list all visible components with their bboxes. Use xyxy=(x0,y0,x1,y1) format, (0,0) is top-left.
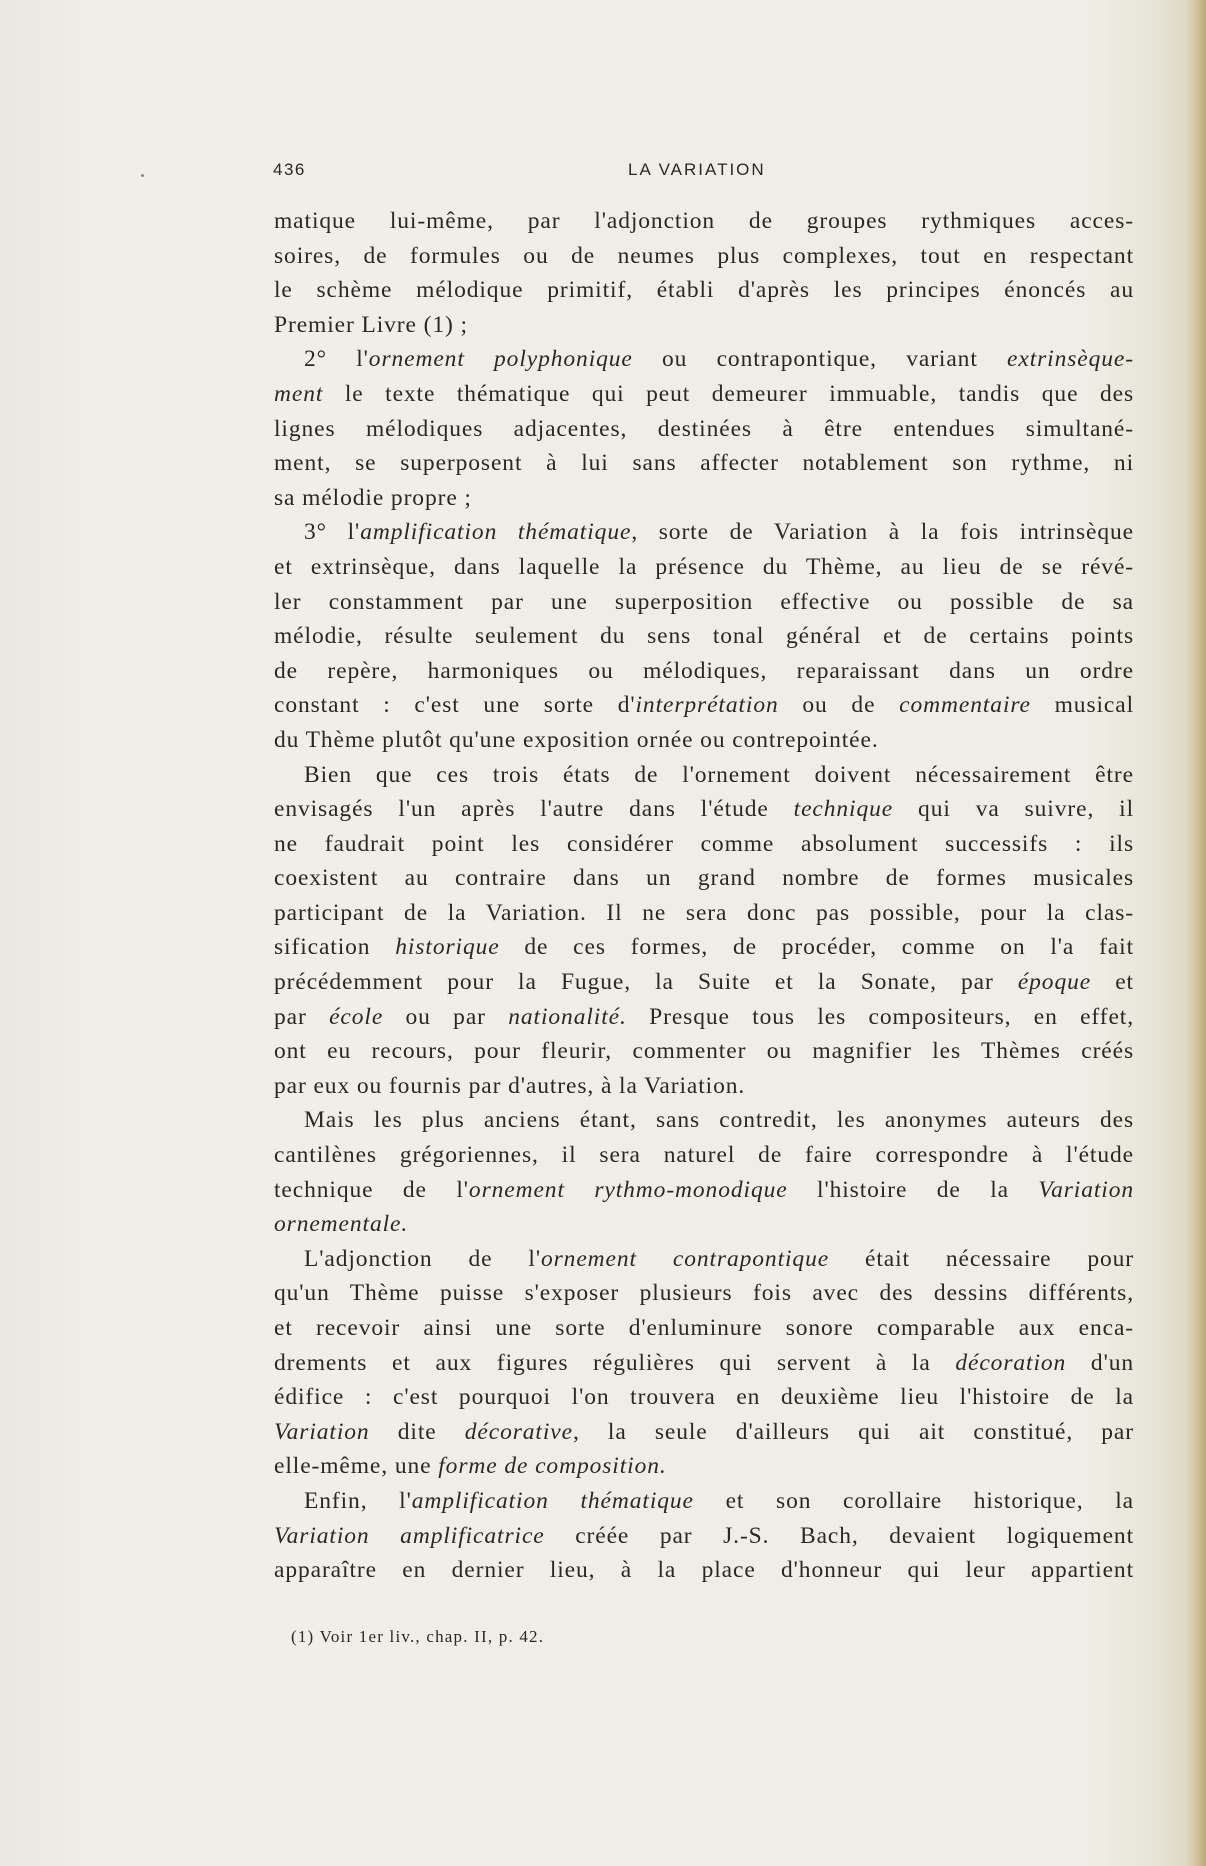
text-run: de repère, harmoniques ou mélodiques, reparaissant dans un ordre xyxy=(274,657,1134,684)
italic-text-run: historique xyxy=(395,934,500,961)
text-run: et son corollaire historique, la xyxy=(693,1487,1134,1514)
text-run: le schème mélodique primitif, établi d'après les principes énoncés au xyxy=(274,277,1134,304)
italic-text-run: forme de composition. xyxy=(438,1453,667,1480)
text-line xyxy=(274,377,1134,412)
text-line xyxy=(274,585,1134,620)
text-line xyxy=(274,515,1134,550)
italic-text-run: nationalité. xyxy=(508,1003,627,1030)
text-line xyxy=(274,412,1134,447)
text-line xyxy=(274,861,1134,896)
page-edge-shadow xyxy=(1184,0,1206,1866)
text-run: créée par J.-S. Bach, devaient logiquement xyxy=(544,1522,1135,1549)
italic-text-run: époque xyxy=(1017,969,1092,996)
text-line xyxy=(274,1380,1134,1415)
text-run: Mais les plus anciens étant, sans contredit, les anonymes auteurs des xyxy=(304,1107,1134,1134)
italic-text-run: extrinsèque- xyxy=(1007,346,1134,373)
text-line xyxy=(274,1242,1134,1277)
text-run: le texte thématique qui peut demeurer immuable, tandis que des xyxy=(323,380,1134,407)
text-run: et extrinsèque, dans laquelle la présence du Thème, au lieu de se révé- xyxy=(274,553,1134,580)
italic-text-run: interprétation xyxy=(635,692,779,719)
text-run: 2° l' xyxy=(304,346,369,373)
italic-text-run: ornement rythmo-monodique xyxy=(468,1176,788,1203)
text-run: était nécessaire pour xyxy=(829,1245,1134,1272)
text-line xyxy=(274,965,1134,1000)
italic-text-run: commentaire xyxy=(899,692,1031,719)
body-text xyxy=(274,204,1134,1588)
text-run: de ces formes, de procéder, comme on l'a fait xyxy=(499,934,1134,961)
text-run: mélodie, résulte seulement du sens tonal général et de certains points xyxy=(274,623,1134,650)
text-line xyxy=(274,1449,1134,1484)
text-line xyxy=(274,758,1134,793)
text-line xyxy=(274,619,1134,654)
text-run: d'un xyxy=(1066,1349,1135,1376)
text-line xyxy=(274,1207,1134,1242)
text-run: et xyxy=(1091,969,1134,996)
text-run: lignes mélodiques adjacentes, destinées à être entendues simultané- xyxy=(274,415,1134,442)
text-line xyxy=(274,723,1134,758)
scan-speck xyxy=(141,174,144,177)
text-run: sa mélodie propre ; xyxy=(274,484,472,511)
page-number: 436 xyxy=(273,160,306,179)
text-run: Bien que ces trois états de l'ornement doivent nécessairement être xyxy=(304,761,1134,788)
text-run: par xyxy=(274,1003,330,1030)
text-line xyxy=(274,1173,1134,1208)
text-run: dite xyxy=(369,1418,465,1445)
text-run: qui va suivre, il xyxy=(893,796,1135,823)
text-run: ne faudrait point les considérer comme absolument successifs : ils xyxy=(274,830,1134,857)
text-line xyxy=(274,1553,1134,1588)
text-line xyxy=(274,1034,1134,1069)
text-run: envisagés l'un après l'autre dans l'étude xyxy=(274,796,794,823)
text-line xyxy=(274,827,1134,862)
text-line xyxy=(274,1276,1134,1311)
text-run: ou contrapontique, variant xyxy=(632,346,1008,373)
text-run: soires, de formules ou de neumes plus complexes, tout en respectant xyxy=(274,242,1134,269)
text-run: matique lui-même, par l'adjonction de groupes rythmiques acces- xyxy=(274,208,1134,234)
text-run: technique de l' xyxy=(274,1176,469,1203)
italic-text-run: Variation xyxy=(1038,1176,1135,1203)
running-title: LA VARIATION xyxy=(628,160,766,179)
text-run: 3° l' xyxy=(304,519,361,546)
text-run: ment, se superposent à lui sans affecter notablement son rythme, ni xyxy=(274,450,1134,477)
text-run: Premier Livre (1) ; xyxy=(274,311,468,338)
text-line xyxy=(274,1311,1134,1346)
text-run: , sorte de Variation à la fois intrinsèque xyxy=(631,519,1134,546)
text-run: musical xyxy=(1030,692,1135,719)
text-line xyxy=(274,1138,1134,1173)
text-line xyxy=(274,204,1134,239)
text-line xyxy=(274,1484,1134,1519)
text-run: , la seule d'ailleurs qui ait constitué, par xyxy=(572,1418,1134,1445)
text-run: par eux ou fournis par d'autres, à la Variation. xyxy=(274,1072,746,1099)
text-line xyxy=(274,446,1134,481)
text-line xyxy=(274,342,1134,377)
text-run: et recevoir ainsi une sorte d'enluminure sonore comparable aux enca- xyxy=(274,1315,1134,1341)
text-line xyxy=(274,308,1134,343)
text-run: ou par xyxy=(383,1003,509,1030)
italic-text-run: Variation xyxy=(274,1418,370,1445)
text-run: précédemment pour la Fugue, la Suite et la Sonate, par xyxy=(274,969,1018,996)
text-line xyxy=(274,654,1134,689)
text-line xyxy=(274,1000,1134,1035)
italic-text-run: décoration xyxy=(955,1349,1067,1376)
italic-text-run: amplification thématique xyxy=(360,519,632,546)
running-head xyxy=(270,160,1136,186)
text-line xyxy=(274,792,1134,827)
text-run: Enfin, l' xyxy=(304,1487,412,1514)
text-run: Presque tous les compositeurs, en effet, xyxy=(626,1003,1134,1030)
text-run: ler constamment par une superposition effective ou possible de sa xyxy=(274,588,1134,615)
text-line xyxy=(274,550,1134,585)
text-run: qu'un Thème puisse s'exposer plusieurs fois avec des dessins différents, xyxy=(274,1280,1134,1307)
italic-text-run: ornement polyphonique xyxy=(368,346,633,373)
text-run: L'adjonction de l' xyxy=(304,1245,541,1272)
italic-text-run: ment xyxy=(274,380,324,407)
text-run: cantilènes grégoriennes, il sera naturel de faire correspondre à l'étude xyxy=(274,1142,1134,1169)
text-run: l'histoire de la xyxy=(787,1176,1039,1203)
text-run: du Thème plutôt qu'une exposition ornée ou contrepointée. xyxy=(274,726,879,753)
text-run: participant de la Variation. Il ne sera donc pas possible, pour la clas- xyxy=(274,899,1134,926)
text-line xyxy=(274,273,1134,308)
italic-text-run: école xyxy=(329,1003,384,1030)
text-line xyxy=(274,688,1134,723)
italic-text-run: ornement contrapontique xyxy=(540,1245,830,1272)
italic-text-run: Variation amplificatrice xyxy=(274,1522,545,1549)
text-line xyxy=(274,239,1134,274)
text-run: ou de xyxy=(778,692,900,719)
text-line xyxy=(274,896,1134,931)
text-run: ont eu recours, pour fleurir, commenter ou magnifier les Thèmes créés xyxy=(274,1038,1134,1065)
text-line xyxy=(274,1346,1134,1381)
italic-text-run: décorative xyxy=(464,1418,573,1445)
text-line xyxy=(274,1103,1134,1138)
text-run: constant : c'est une sorte d' xyxy=(274,692,636,719)
text-line xyxy=(274,1415,1134,1450)
italic-text-run: technique xyxy=(793,796,894,823)
text-run: drements et aux figures régulières qui servent à la xyxy=(274,1349,956,1376)
text-run: apparaître en dernier lieu, à la place d'honneur qui leur appartient xyxy=(274,1557,1134,1584)
text-run: elle-même, une xyxy=(274,1453,439,1480)
italic-text-run: ornementale. xyxy=(274,1211,409,1238)
italic-text-run: amplification thématique xyxy=(411,1487,694,1514)
text-line xyxy=(274,1069,1134,1104)
footnote: (1) Voir 1er liv., chap. II, p. 42. xyxy=(291,1627,545,1646)
text-run: édifice : c'est pourquoi l'on trouvera en deuxième lieu l'histoire de la xyxy=(274,1384,1134,1411)
text-line xyxy=(274,930,1134,965)
text-line xyxy=(274,481,1134,516)
text-run: sification xyxy=(274,934,396,961)
text-line xyxy=(274,1519,1134,1554)
text-run: coexistent au contraire dans un grand nombre de formes musicales xyxy=(274,865,1134,892)
